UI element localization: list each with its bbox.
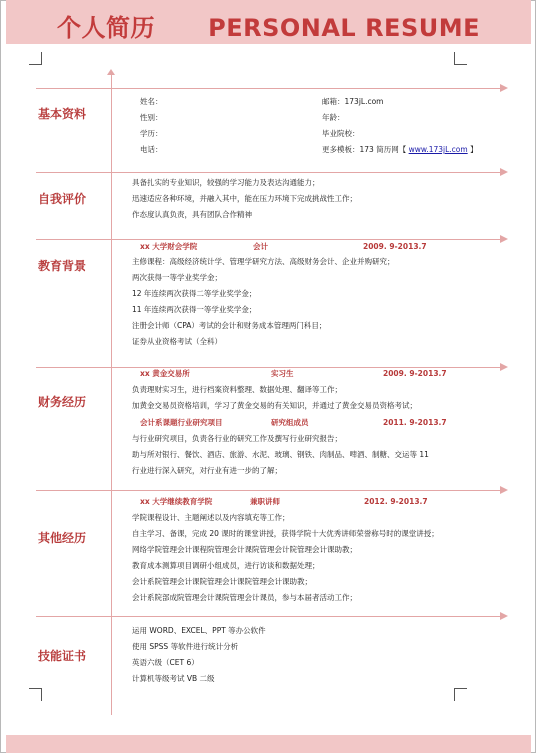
website-link[interactable]: www.173jL.com bbox=[408, 145, 468, 154]
section-title-skills: 技能证书 bbox=[38, 649, 87, 663]
corner-mark-bottom-right bbox=[454, 688, 467, 701]
other-role: 兼职讲师 bbox=[250, 497, 280, 506]
section-divider bbox=[36, 172, 502, 173]
other-line: 网络学院管理会计课程院管理会计课院管理会计院管理会计课助教； bbox=[132, 545, 357, 554]
more-templates-prefix: 更多模板：173 简历网【 bbox=[322, 145, 407, 154]
education-period: 2009. 9-2013.7 bbox=[363, 242, 427, 251]
section-divider bbox=[36, 490, 502, 491]
education-school: xx 大学财会学院 bbox=[140, 242, 198, 251]
self-eval-line: 作态度认真负责，具有团队合作精神 bbox=[132, 210, 252, 219]
skill-line: 英语六级（CET 6） bbox=[132, 658, 199, 667]
section-title-finance: 财务经历 bbox=[38, 395, 87, 409]
other-line: 会计系院管理会计课院管理会计课院管理会计课助教； bbox=[132, 577, 312, 586]
divider-arrow-icon bbox=[500, 84, 508, 92]
email-label bbox=[322, 97, 383, 107]
divider-arrow-icon bbox=[500, 486, 508, 494]
section-title-basic: 基本资料 bbox=[38, 107, 87, 121]
skill-line: 运用 WORD、EXCEL、PPT 等办公软件 bbox=[132, 626, 266, 635]
finance-role-1: 实习生 bbox=[271, 369, 294, 378]
finance-org-2: 会计系课题行业研究项目 bbox=[140, 418, 223, 427]
self-eval-line: 迅速适应各种环境，并融入其中，能在压力环境下完成挑战性工作； bbox=[132, 194, 357, 203]
skill-line: 使用 SPSS 等软件进行统计分析 bbox=[132, 642, 239, 651]
section-divider bbox=[36, 88, 502, 89]
divider-arrow-icon bbox=[500, 363, 508, 371]
section-divider bbox=[36, 616, 502, 617]
gender-label: 性别： bbox=[140, 113, 163, 122]
email-label-text: 邮箱： bbox=[322, 97, 345, 106]
corner-mark-bottom-left bbox=[29, 688, 42, 701]
other-line: 教育成本测算项目调研小组成员，进行访谈和数据处理； bbox=[132, 561, 320, 570]
corner-mark-top-right bbox=[454, 52, 467, 65]
section-title-other: 其他经历 bbox=[38, 531, 87, 545]
finance-line: 加黄金交易员资格培训，学习了黄金交易的有关知识，并通过了黄金交易员资格考试； bbox=[132, 401, 417, 410]
more-templates-suffix: 】 bbox=[470, 145, 478, 154]
finance-role-2: 研究组成员 bbox=[271, 418, 309, 427]
education-line: 两次获得一等学业奖学金； bbox=[132, 273, 222, 282]
other-org: xx 大学继续教育学院 bbox=[140, 497, 213, 506]
finance-period-1: 2009. 9-2013.7 bbox=[383, 369, 447, 378]
more-templates bbox=[322, 145, 478, 155]
self-eval-line: 具备扎实的专业知识，较强的学习能力及表达沟通能力； bbox=[132, 178, 320, 187]
divider-arrow-icon bbox=[500, 612, 508, 620]
finance-period-2: 2011. 9-2013.7 bbox=[383, 418, 447, 427]
education-major: 会计 bbox=[253, 242, 268, 251]
degree-label: 学历： bbox=[140, 129, 163, 138]
phone-label: 电话： bbox=[140, 145, 163, 154]
section-divider bbox=[36, 367, 502, 368]
education-line: 注册会计师（CPA）考试的会计和财务成本管理两门科目； bbox=[132, 321, 327, 330]
finance-line: 负责理财实习生，进行档案资料整理、数据处理、翻译等工作； bbox=[132, 385, 342, 394]
age-label: 年龄： bbox=[322, 113, 345, 122]
header-band bbox=[6, 0, 531, 44]
other-line: 会计系院部成院管理会计课院管理会计课员，参与本届者活动工作； bbox=[132, 593, 357, 602]
education-line: 主修课程：高级经济统计学、管理学研究方法、高级财务会计、企业并购研究； bbox=[132, 257, 395, 266]
finance-line: 行业进行深入研究，对行业有进一步的了解； bbox=[132, 466, 282, 475]
section-title-education: 教育背景 bbox=[38, 259, 87, 273]
corner-mark-top-left bbox=[29, 52, 42, 65]
footer-band bbox=[6, 735, 531, 753]
finance-line: 与行业研究项目，负责各行业的研究工作及撰写行业研究报告； bbox=[132, 434, 342, 443]
other-line: 学院课程设计、主题阐述以及内容填充等工作； bbox=[132, 513, 290, 522]
skill-line: 计算机等级考试 VB 二级 bbox=[132, 674, 215, 683]
other-line: 自主学习、备课，完成 20 课时的课堂讲授，获得学院十大优秀讲师荣誉称号时的课堂讲授； bbox=[132, 529, 439, 538]
resume-title: 个人简历 PERSONAL RESUME bbox=[56, 14, 481, 42]
school-label: 毕业院校： bbox=[322, 129, 360, 138]
finance-org-1: xx 黄金交易所 bbox=[140, 369, 190, 378]
email-value: 173jL.com bbox=[344, 97, 384, 106]
finance-line: 助与所对银行、餐饮、酒店、旅游、水泥、玻璃、钢铁、肉制品、啤酒、制糖、交运等 11 bbox=[132, 450, 429, 459]
section-title-self-eval: 自我评价 bbox=[38, 192, 87, 206]
section-divider bbox=[36, 239, 502, 240]
divider-arrow-icon bbox=[500, 168, 508, 176]
name-label: 姓名： bbox=[140, 97, 163, 106]
other-period: 2012. 9-2013.7 bbox=[364, 497, 428, 506]
divider-arrow-icon bbox=[500, 235, 508, 243]
timeline-vertical-line bbox=[111, 74, 112, 715]
education-line: 11 年连续两次获得一等学业奖学金； bbox=[132, 305, 257, 314]
education-line: 证券从业资格考试（全科） bbox=[132, 337, 222, 346]
education-line: 12 年连续两次获得二等学业奖学金； bbox=[132, 289, 257, 298]
